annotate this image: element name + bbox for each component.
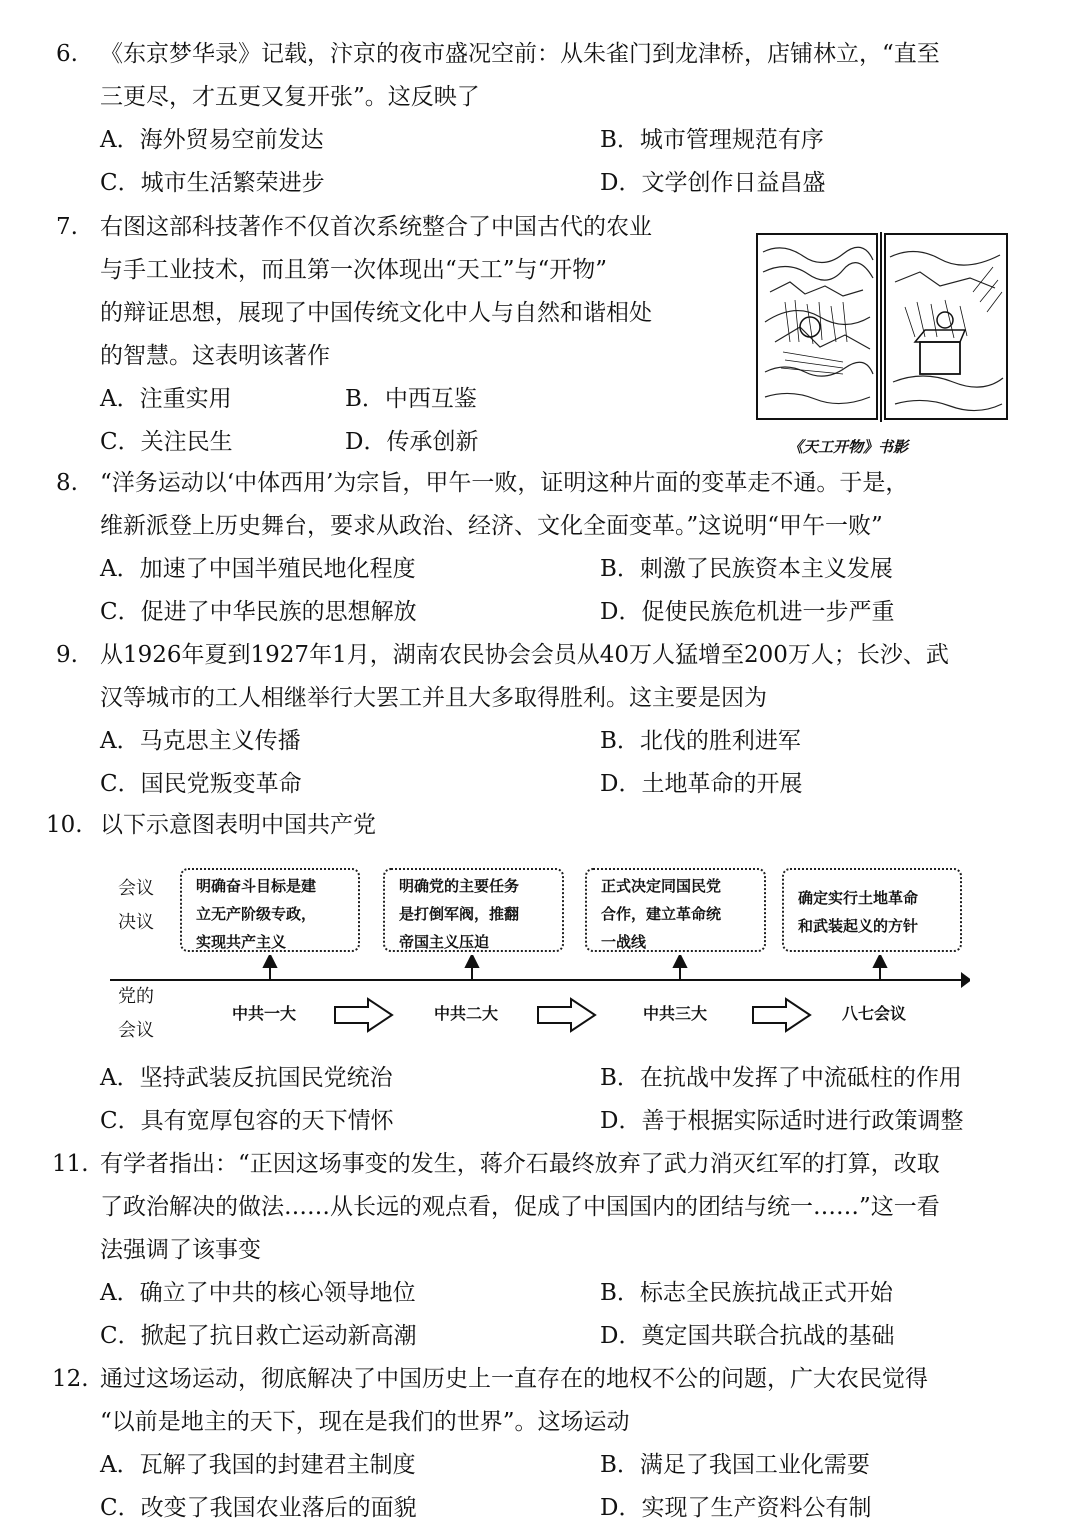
outline-arrow-icon	[335, 999, 392, 1031]
figure-caption: 《天工开物》书影	[788, 438, 909, 456]
option-a: A．确立了中共的核心领导地位	[100, 1280, 416, 1306]
option-b: B．满足了我国工业化需要	[600, 1452, 870, 1478]
up-arrow-icon	[264, 955, 276, 967]
option-c: C．城市生活繁荣进步	[100, 170, 325, 196]
option-d: D．奠定国共联合抗战的基础	[600, 1323, 895, 1349]
resolution-line: 明确党的主要任务	[399, 877, 520, 895]
question-number: 8.	[56, 470, 78, 496]
resolution-line: 一战线	[601, 933, 647, 951]
option-b: B．在抗战中发挥了中流砥柱的作用	[600, 1065, 962, 1091]
option-c: C．掀起了抗日救亡运动新高潮	[100, 1323, 417, 1349]
question-number: 10.	[46, 812, 83, 838]
resolution-line: 帝国主义压迫	[399, 933, 490, 951]
resolution-line: 正式决定同国民党	[601, 877, 722, 895]
question-stem-line: 与手工业技术，而且第一次体现出“天工”与“开物”	[100, 257, 608, 283]
option-c: C．促进了中华民族的思想解放	[100, 599, 417, 625]
option-c: C．国民党叛变革命	[100, 771, 302, 797]
resolution-box-first-congress	[180, 868, 360, 952]
resolution-line: 立无产阶级专政，	[196, 905, 317, 923]
option-c: C．关注民生	[100, 429, 233, 455]
resolution-line: 实现共产主义	[196, 933, 287, 951]
option-b: B．城市管理规范有序	[600, 127, 824, 153]
option-a: A．注重实用	[100, 386, 232, 412]
question-stem-line: “以前是地主的天下，现在是我们的世界”。这场运动	[100, 1409, 630, 1435]
question-stem-line: 维新派登上历史舞台，要求从政治、经济、文化全面变革。”这说明“甲午一败”	[100, 513, 883, 539]
row-label-resolution: 决议	[118, 912, 154, 933]
option-a: A．海外贸易空前发达	[100, 127, 324, 153]
resolution-box-august-seventh-meeting	[782, 868, 962, 952]
question-stem-line: 以下示意图表明中国共产党	[100, 812, 376, 838]
outline-arrow-icon	[538, 999, 595, 1031]
question-stem-line: 从1926年夏到1927年1月，湖南农民协会会员从40万人猛增至200万人；长沙、武	[100, 642, 949, 668]
option-d: D．传承创新	[345, 429, 479, 455]
up-arrow-icon	[466, 955, 478, 967]
resolution-line: 合作，建立革命统	[601, 905, 722, 923]
resolution-box-third-congress	[585, 868, 766, 952]
option-c: C．具有宽厚包容的天下情怀	[100, 1108, 394, 1134]
row-label-meeting: 党的	[118, 986, 154, 1007]
question-stem-line: 的辩证思想，展现了中国传统文化中人与自然和谐相处	[100, 300, 652, 326]
option-d: D．土地革命的开展	[600, 771, 803, 797]
option-b: B．标志全民族抗战正式开始	[600, 1280, 893, 1306]
question-stem-line: 法强调了该事变	[100, 1237, 261, 1263]
resolution-line: 是打倒军阀，推翻	[399, 905, 520, 923]
timeline-axis-arrowhead	[962, 974, 970, 986]
tiangong-kaiwu-illustration	[755, 232, 1010, 422]
question-stem-line: 的智慧。这表明该著作	[100, 343, 330, 369]
option-b: B．刺激了民族资本主义发展	[600, 556, 893, 582]
meeting-label: 八七会议	[842, 1004, 907, 1023]
option-d: D．善于根据实际适时进行政策调整	[600, 1108, 964, 1134]
question-stem-line: 三更尽，才五更又复开张”。这反映了	[100, 84, 480, 110]
up-arrow-icon	[874, 955, 886, 967]
option-a: A．马克思主义传播	[100, 728, 301, 754]
option-d: D．实现了生产资料公有制	[600, 1495, 872, 1521]
resolution-line: 明确奋斗目标是建	[196, 877, 317, 895]
option-d: D．促使民族危机进一步严重	[600, 599, 895, 625]
option-a: A．瓦解了我国的封建君主制度	[100, 1452, 416, 1478]
resolution-line: 和武装起义的方针	[798, 917, 919, 935]
option-d: D．文学创作日益昌盛	[600, 170, 826, 196]
question-stem-line: 右图这部科技著作不仅首次系统整合了中国古代的农业	[100, 214, 652, 240]
question-stem-line: 有学者指出：“正因这场事变的发生，蒋介石最终放弃了武力消灭红军的打算，改取	[100, 1151, 940, 1177]
timeline-arrows	[110, 955, 970, 1035]
option-c: C．改变了我国农业落后的面貌	[100, 1495, 417, 1521]
meeting-label: 中共二大	[434, 1004, 499, 1023]
row-label-meeting: 会议	[118, 1020, 154, 1041]
option-a: A．加速了中国半殖民地化程度	[100, 556, 416, 582]
question-stem-line: 汉等城市的工人相继举行大罢工并且大多取得胜利。这主要是因为	[100, 685, 767, 711]
question-stem-line: 通过这场运动，彻底解决了中国历史上一直存在的地权不公的问题，广大农民觉得	[100, 1366, 928, 1392]
question-number: 7.	[56, 214, 78, 240]
option-b: B．北伐的胜利进军	[600, 728, 801, 754]
resolution-line: 确定实行土地革命	[798, 889, 919, 907]
up-arrow-icon	[674, 955, 686, 967]
question-stem-line: 《东京梦华录》记载，汴京的夜市盛况空前：从朱雀门到龙津桥，店铺林立，“直至	[100, 41, 940, 67]
question-number: 9.	[56, 642, 78, 668]
question-stem-line: “洋务运动以‘中体西用’为宗旨，甲午一败，证明这种片面的变革走不通。于是，	[100, 470, 909, 496]
question-number: 12.	[52, 1366, 89, 1392]
meeting-label: 中共三大	[643, 1004, 708, 1023]
outline-arrow-icon	[753, 999, 810, 1031]
meeting-label: 中共一大	[232, 1004, 297, 1023]
resolution-box-second-congress	[383, 868, 564, 952]
question-number: 6.	[56, 41, 78, 67]
option-a: A．坚持武装反抗国民党统治	[100, 1065, 393, 1091]
option-b: B．中西互鉴	[345, 386, 477, 412]
row-label-resolution: 会议	[118, 878, 154, 899]
question-number: 11.	[52, 1151, 89, 1177]
question-stem-line: 了政治解决的做法……从长远的观点看，促成了中国国内的团结与统一……”这一看	[100, 1194, 940, 1220]
